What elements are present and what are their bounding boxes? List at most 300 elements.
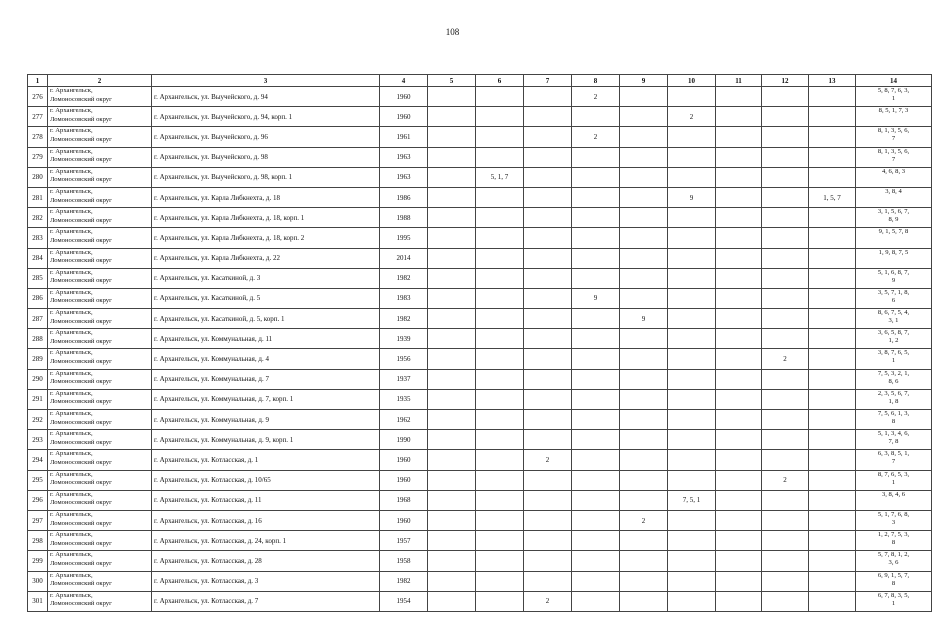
col-header: 7 xyxy=(524,75,572,87)
table-cell-col-11 xyxy=(716,127,762,147)
table-cell-col-11 xyxy=(716,107,762,127)
table-cell-col-1: 301 xyxy=(28,591,48,611)
table-cell-col-8 xyxy=(572,208,620,228)
table-cell-col-2: г. Архангельск, Ломоносовский округ xyxy=(48,147,152,167)
table-cell-col-14: 8, 1, 3, 5, 6, 7 xyxy=(856,147,932,167)
data-table xyxy=(27,74,932,612)
table-cell-col-8 xyxy=(572,369,620,389)
table-cell-col-11 xyxy=(716,167,762,187)
table-cell-col-10 xyxy=(668,410,716,430)
table-cell-col-12 xyxy=(762,551,809,571)
table-cell-col-11 xyxy=(716,288,762,308)
table-cell-col-3: г. Архангельск, ул. Касаткиной, д. 3 xyxy=(152,268,380,288)
table-cell-col-5 xyxy=(428,187,476,207)
table-cell-col-14: 6, 7, 8, 3, 5, 1 xyxy=(856,591,932,611)
table-cell-col-5 xyxy=(428,349,476,369)
table-cell-col-13: 1, 5, 7 xyxy=(809,187,856,207)
table-cell-col-3: г. Архангельск, ул. Котласская, д. 10/65 xyxy=(152,470,380,490)
table-cell-col-14: 1, 2, 7, 5, 3, 8 xyxy=(856,531,932,551)
table-cell-col-13 xyxy=(809,208,856,228)
table-cell-col-4: 1960 xyxy=(380,450,428,470)
table-cell-col-10 xyxy=(668,147,716,167)
table-cell-col-2: г. Архангельск, Ломоносовский округ xyxy=(48,430,152,450)
table-cell-col-14: 5, 1, 6, 8, 7, 9 xyxy=(856,268,932,288)
table-cell-col-3: г. Архангельск, ул. Выучейского, д. 98, корп. 1 xyxy=(152,167,380,187)
table-cell-col-6 xyxy=(476,591,524,611)
table-row xyxy=(28,127,932,147)
table-cell-col-4: 1982 xyxy=(380,309,428,329)
table-body xyxy=(28,87,932,612)
table-cell-col-5 xyxy=(428,127,476,147)
table-cell-col-12 xyxy=(762,329,809,349)
table-cell-col-10 xyxy=(668,248,716,268)
table-cell-col-1: 292 xyxy=(28,410,48,430)
table-cell-col-12 xyxy=(762,248,809,268)
table-cell-col-2: г. Архангельск, Ломоносовский округ xyxy=(48,349,152,369)
table-cell-col-12 xyxy=(762,147,809,167)
table-cell-col-9 xyxy=(620,329,668,349)
table-cell-col-8 xyxy=(572,571,620,591)
table-cell-col-3: г. Архангельск, ул. Карла Либкнехта, д. 18 xyxy=(152,187,380,207)
table-cell-col-11 xyxy=(716,329,762,349)
table-row xyxy=(28,147,932,167)
table-cell-col-12 xyxy=(762,167,809,187)
table-cell-col-12 xyxy=(762,369,809,389)
table-cell-col-9 xyxy=(620,470,668,490)
table-cell-col-13 xyxy=(809,571,856,591)
table-cell-col-8 xyxy=(572,389,620,409)
table-row xyxy=(28,490,932,510)
table-cell-col-4: 1995 xyxy=(380,228,428,248)
table-cell-col-4: 1963 xyxy=(380,167,428,187)
table-cell-col-8 xyxy=(572,551,620,571)
table-cell-col-2: г. Архангельск, Ломоносовский округ xyxy=(48,107,152,127)
table-cell-col-6 xyxy=(476,187,524,207)
table-cell-col-5 xyxy=(428,450,476,470)
table-cell-col-11 xyxy=(716,187,762,207)
table-cell-col-10 xyxy=(668,531,716,551)
table-cell-col-7 xyxy=(524,510,572,530)
table-cell-col-8 xyxy=(572,187,620,207)
table-cell-col-3: г. Архангельск, ул. Котласская, д. 1 xyxy=(152,450,380,470)
table-cell-col-2: г. Архангельск, Ломоносовский округ xyxy=(48,410,152,430)
table-cell-col-14: 3, 1, 5, 6, 7, 8, 9 xyxy=(856,208,932,228)
table-cell-col-9 xyxy=(620,208,668,228)
table-cell-col-6 xyxy=(476,127,524,147)
table-cell-col-12: 2 xyxy=(762,349,809,369)
table-cell-col-13 xyxy=(809,167,856,187)
table-cell-col-5 xyxy=(428,510,476,530)
table-cell-col-2: г. Архангельск, Ломоносовский округ xyxy=(48,389,152,409)
table-cell-col-1: 289 xyxy=(28,349,48,369)
table-cell-col-5 xyxy=(428,167,476,187)
table-cell-col-12 xyxy=(762,309,809,329)
col-header: 3 xyxy=(152,75,380,87)
table-cell-col-4: 1956 xyxy=(380,349,428,369)
table-cell-col-11 xyxy=(716,309,762,329)
col-header: 8 xyxy=(572,75,620,87)
table-cell-col-12 xyxy=(762,591,809,611)
table-cell-col-8 xyxy=(572,470,620,490)
table-cell-col-8: 2 xyxy=(572,127,620,147)
table-cell-col-3: г. Архангельск, ул. Карла Либкнехта, д. 18, корп. 2 xyxy=(152,228,380,248)
table-cell-col-3: г. Архангельск, ул. Коммунальная, д. 9 xyxy=(152,410,380,430)
table-cell-col-5 xyxy=(428,147,476,167)
table-cell-col-3: г. Архангельск, ул. Выучейского, д. 96 xyxy=(152,127,380,147)
table-cell-col-7 xyxy=(524,107,572,127)
col-header: 9 xyxy=(620,75,668,87)
col-header: 1 xyxy=(28,75,48,87)
table-cell-col-9 xyxy=(620,187,668,207)
table-cell-col-14: 5, 7, 8, 1, 2, 3, 6 xyxy=(856,551,932,571)
table-cell-col-8 xyxy=(572,167,620,187)
table-cell-col-7 xyxy=(524,288,572,308)
table-cell-col-7 xyxy=(524,167,572,187)
table-cell-col-7 xyxy=(524,551,572,571)
table-cell-col-9 xyxy=(620,369,668,389)
table-cell-col-7: 2 xyxy=(524,591,572,611)
table-cell-col-5 xyxy=(428,107,476,127)
table-cell-col-6 xyxy=(476,490,524,510)
table-cell-col-2: г. Архангельск, Ломоносовский округ xyxy=(48,208,152,228)
table-cell-col-9 xyxy=(620,430,668,450)
table-cell-col-1: 283 xyxy=(28,228,48,248)
table-cell-col-11 xyxy=(716,208,762,228)
table-cell-col-8: 9 xyxy=(572,288,620,308)
table-row xyxy=(28,551,932,571)
table-cell-col-5 xyxy=(428,268,476,288)
table-cell-col-13 xyxy=(809,349,856,369)
header-row xyxy=(28,75,932,87)
table-cell-col-8 xyxy=(572,107,620,127)
page-number: 108 xyxy=(445,27,460,37)
table-cell-col-4: 1957 xyxy=(380,531,428,551)
table-cell-col-7 xyxy=(524,187,572,207)
table-row xyxy=(28,187,932,207)
table-cell-col-13 xyxy=(809,551,856,571)
table-cell-col-13 xyxy=(809,228,856,248)
table-cell-col-10 xyxy=(668,288,716,308)
table-cell-col-13 xyxy=(809,309,856,329)
table-cell-col-14: 5, 1, 3, 4, 6, 7, 8 xyxy=(856,430,932,450)
table-cell-col-12 xyxy=(762,187,809,207)
table-cell-col-7 xyxy=(524,470,572,490)
table-cell-col-8 xyxy=(572,147,620,167)
table-cell-col-9 xyxy=(620,167,668,187)
table-row xyxy=(28,450,932,470)
table-cell-col-4: 1960 xyxy=(380,107,428,127)
table-row xyxy=(28,268,932,288)
table-cell-col-1: 299 xyxy=(28,551,48,571)
table-cell-col-9 xyxy=(620,531,668,551)
table-cell-col-11 xyxy=(716,510,762,530)
table-cell-col-4: 1935 xyxy=(380,389,428,409)
table-cell-col-9 xyxy=(620,571,668,591)
table-cell-col-5 xyxy=(428,87,476,107)
table-row xyxy=(28,288,932,308)
table-cell-col-11 xyxy=(716,248,762,268)
table-cell-col-9 xyxy=(620,389,668,409)
table-cell-col-4: 1968 xyxy=(380,490,428,510)
table-cell-col-1: 298 xyxy=(28,531,48,551)
table-cell-col-8 xyxy=(572,531,620,551)
table-cell-col-4: 1960 xyxy=(380,510,428,530)
table-cell-col-5 xyxy=(428,470,476,490)
table-cell-col-14: 8, 1, 3, 5, 6, 7 xyxy=(856,127,932,147)
table-cell-col-4: 1963 xyxy=(380,147,428,167)
table-cell-col-10 xyxy=(668,591,716,611)
col-header: 4 xyxy=(380,75,428,87)
table-cell-col-3: г. Архангельск, ул. Коммунальная, д. 11 xyxy=(152,329,380,349)
table-cell-col-12 xyxy=(762,268,809,288)
table-cell-col-8 xyxy=(572,309,620,329)
table-cell-col-4: 1954 xyxy=(380,591,428,611)
table-cell-col-1: 282 xyxy=(28,208,48,228)
table-cell-col-11 xyxy=(716,410,762,430)
table-cell-col-8 xyxy=(572,510,620,530)
table-cell-col-10 xyxy=(668,329,716,349)
table-cell-col-2: г. Архангельск, Ломоносовский округ xyxy=(48,228,152,248)
table-cell-col-4: 1988 xyxy=(380,208,428,228)
table-cell-col-1: 295 xyxy=(28,470,48,490)
table-row xyxy=(28,309,932,329)
table-row xyxy=(28,389,932,409)
table-cell-col-9 xyxy=(620,87,668,107)
table-cell-col-9: 9 xyxy=(620,309,668,329)
table-cell-col-5 xyxy=(428,389,476,409)
table-cell-col-10 xyxy=(668,309,716,329)
table-row xyxy=(28,369,932,389)
table-cell-col-1: 291 xyxy=(28,389,48,409)
table-cell-col-14: 8, 6, 7, 5, 4, 3, 1 xyxy=(856,309,932,329)
table-cell-col-8 xyxy=(572,450,620,470)
table-cell-col-6 xyxy=(476,551,524,571)
table-cell-col-8 xyxy=(572,349,620,369)
table-row xyxy=(28,107,932,127)
table-row xyxy=(28,228,932,248)
table-cell-col-9 xyxy=(620,147,668,167)
table-cell-col-14: 3, 8, 7, 6, 5, 1 xyxy=(856,349,932,369)
table-cell-col-10: 7, 5, 1 xyxy=(668,490,716,510)
table-cell-col-4: 1983 xyxy=(380,288,428,308)
table-cell-col-14: 5, 8, 7, 6, 3, 1 xyxy=(856,87,932,107)
table-cell-col-10 xyxy=(668,551,716,571)
table-cell-col-2: г. Архангельск, Ломоносовский округ xyxy=(48,490,152,510)
table-cell-col-5 xyxy=(428,248,476,268)
table-cell-col-8: 2 xyxy=(572,87,620,107)
table-cell-col-7 xyxy=(524,87,572,107)
table-cell-col-13 xyxy=(809,591,856,611)
table-cell-col-6 xyxy=(476,349,524,369)
table-row xyxy=(28,329,932,349)
table-cell-col-12 xyxy=(762,410,809,430)
table-cell-col-4: 1990 xyxy=(380,430,428,450)
table-cell-col-13 xyxy=(809,490,856,510)
table-cell-col-11 xyxy=(716,571,762,591)
table-cell-col-4: 1961 xyxy=(380,127,428,147)
table-cell-col-1: 290 xyxy=(28,369,48,389)
table-cell-col-2: г. Архангельск, Ломоносовский округ xyxy=(48,309,152,329)
table-cell-col-11 xyxy=(716,531,762,551)
table-cell-col-5 xyxy=(428,208,476,228)
table-cell-col-6 xyxy=(476,288,524,308)
table-cell-col-10 xyxy=(668,127,716,147)
table-cell-col-9 xyxy=(620,591,668,611)
table-cell-col-13 xyxy=(809,268,856,288)
table-cell-col-14: 4, 6, 8, 3 xyxy=(856,167,932,187)
table-cell-col-5 xyxy=(428,410,476,430)
table-cell-col-13 xyxy=(809,389,856,409)
table-cell-col-1: 281 xyxy=(28,187,48,207)
table-row xyxy=(28,571,932,591)
table-cell-col-10 xyxy=(668,208,716,228)
table-cell-col-5 xyxy=(428,591,476,611)
table-cell-col-14: 3, 8, 4 xyxy=(856,187,932,207)
table-cell-col-7 xyxy=(524,531,572,551)
table-cell-col-1: 300 xyxy=(28,571,48,591)
table-cell-col-3: г. Архангельск, ул. Коммунальная, д. 7 xyxy=(152,369,380,389)
table-cell-col-3: г. Архангельск, ул. Котласская, д. 28 xyxy=(152,551,380,571)
table-cell-col-6 xyxy=(476,430,524,450)
table-cell-col-13 xyxy=(809,329,856,349)
table-cell-col-6 xyxy=(476,450,524,470)
table-cell-col-7 xyxy=(524,147,572,167)
table-cell-col-5 xyxy=(428,551,476,571)
table-cell-col-1: 286 xyxy=(28,288,48,308)
table-cell-col-10 xyxy=(668,268,716,288)
table-cell-col-1: 278 xyxy=(28,127,48,147)
table-cell-col-3: г. Архангельск, ул. Касаткиной, д. 5 xyxy=(152,288,380,308)
table-cell-col-10 xyxy=(668,430,716,450)
table-cell-col-1: 297 xyxy=(28,510,48,530)
table-cell-col-1: 284 xyxy=(28,248,48,268)
table-cell-col-4: 1937 xyxy=(380,369,428,389)
table-cell-col-9 xyxy=(620,228,668,248)
table-cell-col-1: 280 xyxy=(28,167,48,187)
table-cell-col-5 xyxy=(428,369,476,389)
table-cell-col-2: г. Архангельск, Ломоносовский округ xyxy=(48,470,152,490)
table-cell-col-2: г. Архангельск, Ломоносовский округ xyxy=(48,87,152,107)
table-cell-col-13 xyxy=(809,510,856,530)
table-cell-col-14: 9, 1, 5, 7, 8 xyxy=(856,228,932,248)
table-cell-col-1: 279 xyxy=(28,147,48,167)
table-cell-col-12 xyxy=(762,490,809,510)
col-header: 5 xyxy=(428,75,476,87)
table-cell-col-11 xyxy=(716,430,762,450)
table-cell-col-3: г. Архангельск, ул. Карла Либкнехта, д. 18, корп. 1 xyxy=(152,208,380,228)
table-cell-col-13 xyxy=(809,450,856,470)
table-cell-col-8 xyxy=(572,430,620,450)
table-cell-col-2: г. Архангельск, Ломоносовский округ xyxy=(48,369,152,389)
table-cell-col-10 xyxy=(668,450,716,470)
table-cell-col-7 xyxy=(524,127,572,147)
table-row xyxy=(28,430,932,450)
table-cell-col-9 xyxy=(620,349,668,369)
table-cell-col-6 xyxy=(476,228,524,248)
table-cell-col-10 xyxy=(668,167,716,187)
table-cell-col-7 xyxy=(524,228,572,248)
table-cell-col-2: г. Архангельск, Ломоносовский округ xyxy=(48,329,152,349)
table-cell-col-12 xyxy=(762,389,809,409)
table-cell-col-9 xyxy=(620,248,668,268)
table-cell-col-2: г. Архангельск, Ломоносовский округ xyxy=(48,510,152,530)
table-cell-col-10 xyxy=(668,349,716,369)
table-cell-col-4: 1960 xyxy=(380,87,428,107)
table-cell-col-8 xyxy=(572,329,620,349)
table-cell-col-3: г. Архангельск, ул. Котласская, д. 16 xyxy=(152,510,380,530)
table-cell-col-7 xyxy=(524,329,572,349)
table-cell-col-13 xyxy=(809,288,856,308)
table-cell-col-8 xyxy=(572,228,620,248)
table-cell-col-5 xyxy=(428,309,476,329)
table-cell-col-6 xyxy=(476,329,524,349)
table-cell-col-14: 1, 9, 8, 7, 5 xyxy=(856,248,932,268)
table-cell-col-11 xyxy=(716,228,762,248)
table-cell-col-6 xyxy=(476,389,524,409)
table-cell-col-8 xyxy=(572,490,620,510)
table-cell-col-14: 3, 6, 5, 8, 7, 1, 2 xyxy=(856,329,932,349)
table-cell-col-1: 285 xyxy=(28,268,48,288)
table-cell-col-9 xyxy=(620,410,668,430)
table-cell-col-13 xyxy=(809,147,856,167)
table-cell-col-8 xyxy=(572,268,620,288)
table-cell-col-12 xyxy=(762,228,809,248)
table-cell-col-14: 2, 3, 5, 6, 7, 1, 8 xyxy=(856,389,932,409)
table-cell-col-1: 276 xyxy=(28,87,48,107)
table-cell-col-13 xyxy=(809,531,856,551)
table-cell-col-9 xyxy=(620,490,668,510)
table-cell-col-6 xyxy=(476,470,524,490)
table-cell-col-4: 1982 xyxy=(380,268,428,288)
table-cell-col-11 xyxy=(716,349,762,369)
table-cell-col-12 xyxy=(762,531,809,551)
table-cell-col-1: 296 xyxy=(28,490,48,510)
table-cell-col-3: г. Архангельск, ул. Котласская, д. 24, корп. 1 xyxy=(152,531,380,551)
table-cell-col-10: 2 xyxy=(668,107,716,127)
table-row xyxy=(28,531,932,551)
table-cell-col-11 xyxy=(716,369,762,389)
table-cell-col-6 xyxy=(476,208,524,228)
table-cell-col-7 xyxy=(524,268,572,288)
table-cell-col-9 xyxy=(620,107,668,127)
col-header: 12 xyxy=(762,75,809,87)
table-cell-col-11 xyxy=(716,490,762,510)
table-cell-col-6 xyxy=(476,510,524,530)
table-cell-col-7 xyxy=(524,389,572,409)
table-cell-col-2: г. Архангельск, Ломоносовский округ xyxy=(48,268,152,288)
table-cell-col-11 xyxy=(716,87,762,107)
table-cell-col-12 xyxy=(762,107,809,127)
table-cell-col-8 xyxy=(572,410,620,430)
table-cell-col-8 xyxy=(572,248,620,268)
table-cell-col-11 xyxy=(716,147,762,167)
table-cell-col-2: г. Архангельск, Ломоносовский округ xyxy=(48,571,152,591)
table-cell-col-13 xyxy=(809,87,856,107)
table-cell-col-13 xyxy=(809,369,856,389)
table-cell-col-13 xyxy=(809,410,856,430)
table-cell-col-13 xyxy=(809,470,856,490)
table-cell-col-1: 277 xyxy=(28,107,48,127)
table-cell-col-7 xyxy=(524,248,572,268)
table-cell-col-14: 6, 9, 1, 5, 7, 8 xyxy=(856,571,932,591)
table-cell-col-7 xyxy=(524,490,572,510)
table-cell-col-5 xyxy=(428,531,476,551)
table-cell-col-2: г. Архангельск, Ломоносовский округ xyxy=(48,591,152,611)
col-header: 6 xyxy=(476,75,524,87)
table-cell-col-1: 288 xyxy=(28,329,48,349)
table-cell-col-4: 1960 xyxy=(380,470,428,490)
table-cell-col-7 xyxy=(524,430,572,450)
